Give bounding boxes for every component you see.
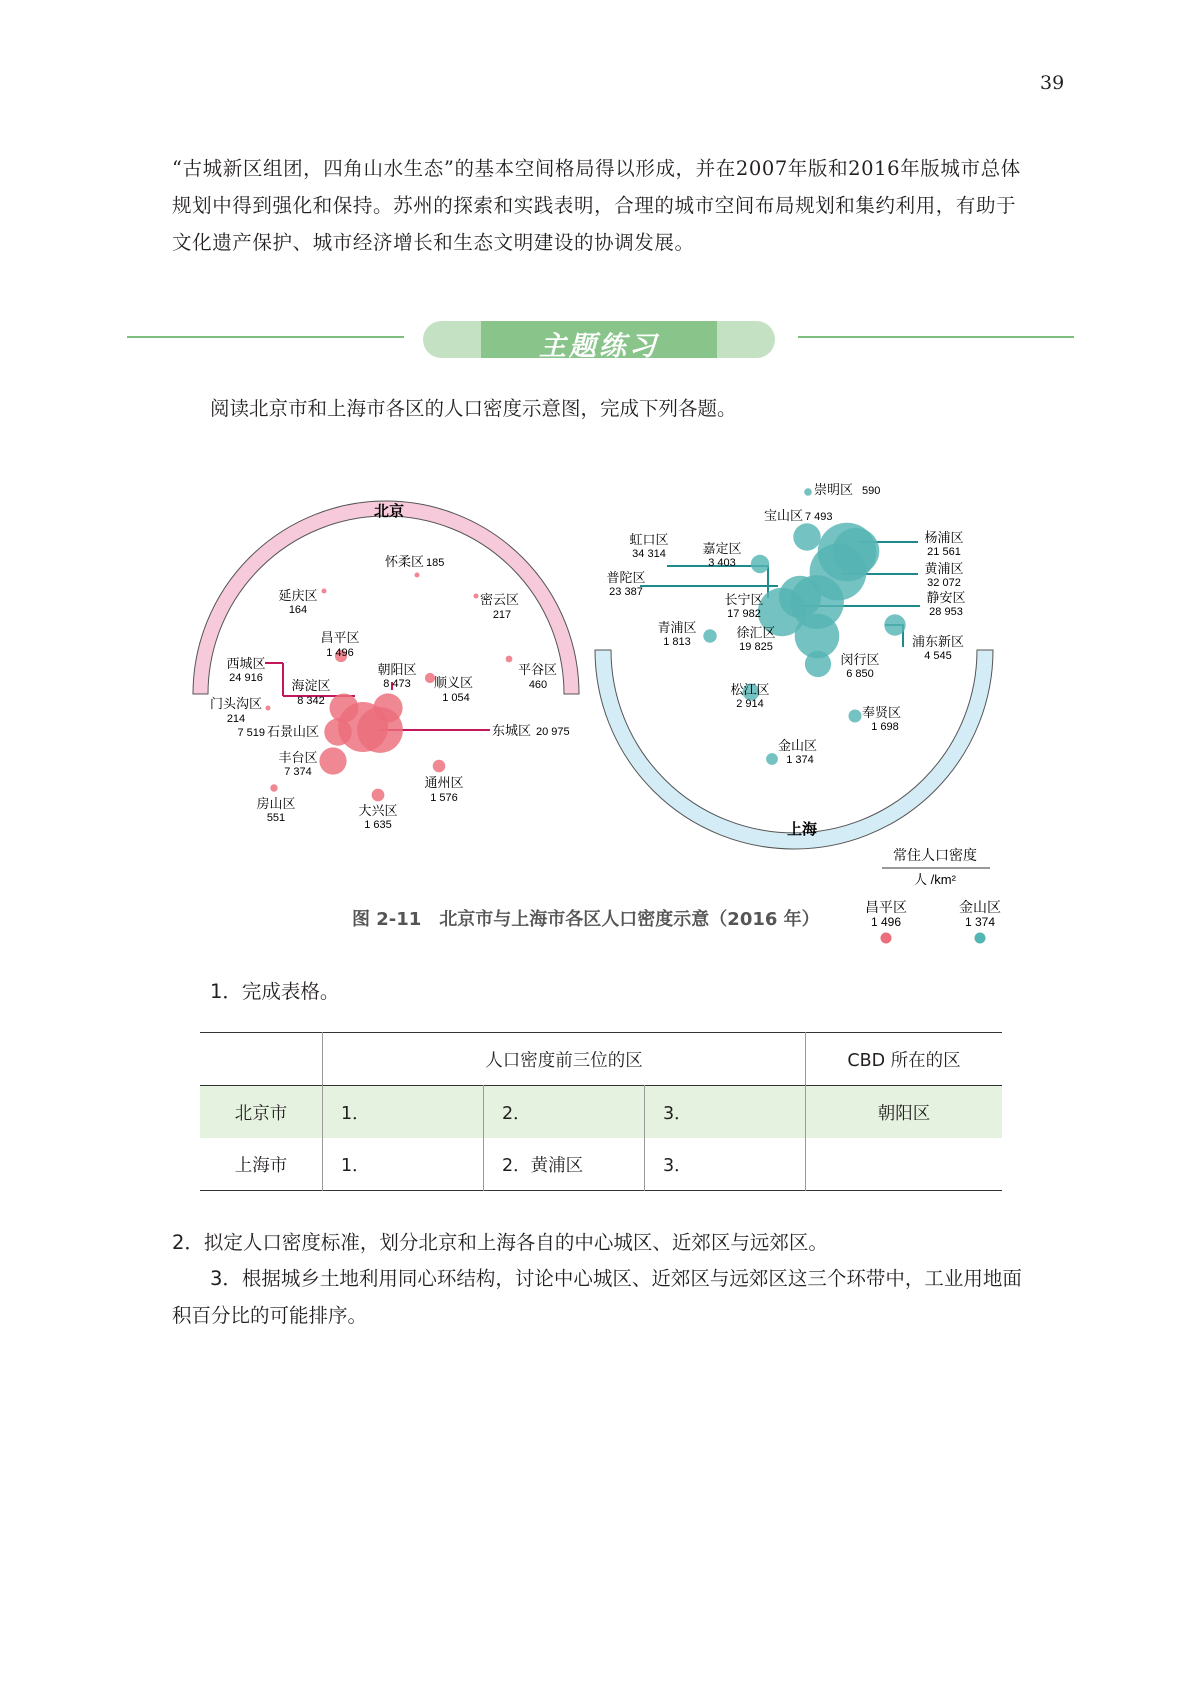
shanghai-district-label: 长宁区 xyxy=(724,592,764,607)
shanghai-district-label: 崇明区 xyxy=(814,482,854,497)
district-bubble xyxy=(884,614,905,635)
district-bubble xyxy=(319,747,346,774)
shanghai-district-value: 7 493 xyxy=(805,511,833,523)
legend-beijing-value: 1 496 xyxy=(870,915,902,929)
figure-caption: 图 2-11 北京市与上海市各区人口密度示意（2016 年） xyxy=(352,909,820,930)
beijing-district-label: 西城区 xyxy=(226,656,266,671)
banner-right-line xyxy=(798,336,1074,338)
header-empty-cell xyxy=(200,1033,323,1086)
beijing-district-value: 164 xyxy=(288,604,308,616)
table-row xyxy=(200,1086,1002,1139)
shanghai-district-label: 静安区 xyxy=(926,590,966,605)
header-density: 人口密度前三位的区 xyxy=(323,1033,806,1086)
population-density-figure xyxy=(0,460,1190,960)
shanghai-district-value: 1 698 xyxy=(871,721,899,733)
district-bubble xyxy=(372,789,385,802)
legend-shanghai-dot xyxy=(975,933,986,944)
question-1: 1．完成表格。 xyxy=(210,980,340,1003)
shanghai-district-value: 32 072 xyxy=(927,577,961,589)
beijing-district-label: 平谷区 xyxy=(518,662,558,677)
beijing-district-label: 怀柔区 xyxy=(384,554,424,569)
banner-left-line xyxy=(127,336,404,338)
rank-cell[interactable]: 2． xyxy=(484,1086,645,1139)
section-banner xyxy=(423,321,775,362)
district-bubble xyxy=(433,760,446,773)
cbd-cell[interactable] xyxy=(806,1138,1003,1191)
legend-unit: 人 /km² xyxy=(914,872,956,887)
header-cbd: CBD 所在的区 xyxy=(847,1050,961,1071)
answer-table xyxy=(200,1032,1002,1191)
shanghai-district-value: 4 545 xyxy=(924,650,952,662)
shanghai-district-value: 590 xyxy=(862,485,881,497)
beijing-district-label: 海淀区 xyxy=(291,678,331,693)
shanghai-district-value: 28 953 xyxy=(929,606,963,618)
shanghai-district-value: 34 314 xyxy=(632,548,666,560)
beijing-district-value: 24 916 xyxy=(229,672,263,684)
beijing-ring-label: 北京 xyxy=(373,503,405,520)
shanghai-district-label: 闵行区 xyxy=(840,652,880,667)
row-city: 北京市 xyxy=(200,1086,323,1139)
rank-cell[interactable]: 3． xyxy=(645,1086,806,1139)
beijing-district-value: 1 635 xyxy=(364,819,392,831)
beijing-district-label: 昌平区 xyxy=(320,630,360,645)
beijing-district-value: 8 473 xyxy=(383,678,411,690)
beijing-district-label: 朝阳区 xyxy=(377,662,417,677)
shanghai-district-label: 徐汇区 xyxy=(736,625,776,640)
beijing-district-label: 东城区 xyxy=(492,723,532,738)
beijing-district-value: 20 975 xyxy=(536,726,570,738)
district-bubble xyxy=(703,629,716,642)
legend-beijing-name: 昌平区 xyxy=(865,899,907,915)
shanghai-ring-label: 上海 xyxy=(786,821,818,838)
shanghai-district-value: 6 850 xyxy=(846,668,874,680)
beijing-district-label: 石景山区 xyxy=(267,724,320,739)
beijing-district-value: 1 496 xyxy=(326,647,354,659)
beijing-district-value: 551 xyxy=(266,812,286,824)
rank-cell[interactable]: 3． xyxy=(645,1138,806,1191)
district-bubble xyxy=(474,594,479,599)
shanghai-district-label: 金山区 xyxy=(778,738,818,753)
shanghai-district-label: 浦东新区 xyxy=(911,634,965,649)
shanghai-district-label: 黄浦区 xyxy=(924,561,964,576)
beijing-district-label: 丰台区 xyxy=(278,750,318,765)
district-bubble xyxy=(506,656,513,663)
shanghai-district-value: 1 374 xyxy=(786,754,814,766)
shanghai-district-label: 杨浦区 xyxy=(924,530,964,545)
beijing-district-value: 8 342 xyxy=(297,695,325,707)
exercise-prompt: 阅读北京市和上海市各区的人口密度示意图，完成下列各题。 xyxy=(210,397,737,420)
district-bubble xyxy=(793,523,820,550)
shanghai-district-value: 21 561 xyxy=(927,546,961,558)
shanghai-district-label: 嘉定区 xyxy=(702,541,742,556)
page-number: 39 xyxy=(1040,72,1065,94)
section-title: 主题练习 xyxy=(539,331,659,362)
district-bubble xyxy=(324,718,351,745)
rank-cell[interactable]: 1． xyxy=(323,1086,484,1139)
beijing-district-value: 1 576 xyxy=(430,792,458,804)
shanghai-district-label: 宝山区 xyxy=(763,508,803,523)
district-bubble xyxy=(805,651,831,677)
cbd-cell: 朝阳区 xyxy=(877,1103,931,1124)
district-bubble xyxy=(357,707,403,753)
legend-title: 常住人口密度 xyxy=(893,847,977,863)
beijing-district-value: 7 519 xyxy=(237,727,265,739)
intro-paragraph: “古城新区组团，四角山水生态”的基本空间格局得以形成，并在2007年版和2016年版城市总体规划中得到强化和保持。苏州的探索和实践表明，合理的城市空间布局规划和集约利用，有助于文化遗产保护、城市经济增长和生态文明建设的协调发展。 xyxy=(172,157,1021,254)
shanghai-district-label: 青浦区 xyxy=(657,620,697,635)
shanghai-district-value: 17 982 xyxy=(727,608,761,620)
shanghai-district-label: 松江区 xyxy=(730,682,770,697)
district-bubble xyxy=(266,706,271,711)
district-bubble xyxy=(270,784,277,791)
district-bubble xyxy=(804,488,812,496)
shanghai-district-label: 奉贤区 xyxy=(862,705,902,720)
beijing-district-label: 门头沟区 xyxy=(209,696,263,711)
shanghai-district-value: 19 825 xyxy=(739,641,773,653)
beijing-district-label: 大兴区 xyxy=(358,803,398,818)
beijing-district-label: 延庆区 xyxy=(278,588,318,603)
beijing-district-label: 通州区 xyxy=(424,775,464,790)
row-city: 上海市 xyxy=(200,1138,323,1191)
beijing-district-value: 7 374 xyxy=(284,766,312,778)
beijing-district-value: 460 xyxy=(528,679,548,691)
shanghai-district-label: 普陀区 xyxy=(606,570,646,585)
beijing-district-label: 密云区 xyxy=(480,592,520,607)
district-bubble xyxy=(766,753,778,765)
legend-shanghai-value: 1 374 xyxy=(964,915,996,929)
shanghai-district-value: 1 813 xyxy=(663,636,691,648)
district-bubble xyxy=(415,573,420,578)
shanghai-district-value: 23 387 xyxy=(609,586,643,598)
shanghai-district-value: 2 914 xyxy=(736,698,764,710)
legend-shanghai-name: 金山区 xyxy=(959,899,1001,915)
beijing-district-label: 房山区 xyxy=(256,796,296,811)
rank-cell[interactable]: 1． xyxy=(323,1138,484,1191)
district-bubble xyxy=(322,589,327,594)
legend-beijing-dot xyxy=(881,933,892,944)
question-2: 2．拟定人口密度标准，划分北京和上海各自的中心城区、近郊区与远郊区。 xyxy=(172,1231,828,1254)
district-bubble xyxy=(330,694,359,723)
table-row xyxy=(200,1138,1002,1191)
shanghai-district-label: 虹口区 xyxy=(629,532,669,547)
rank-cell: 2．黄浦区 xyxy=(484,1138,645,1191)
beijing-district-value: 185 xyxy=(426,557,445,569)
beijing-district-value: 214 xyxy=(226,713,246,725)
district-bubble xyxy=(849,710,862,723)
question-3: 3．根据城乡土地利用同心环结构，讨论中心城区、近郊区与远郊区这三个环带中，工业用地面积百分比的可能排序。 xyxy=(172,1267,1022,1327)
beijing-district-value: 1 054 xyxy=(442,692,470,704)
shanghai-district-value: 3 403 xyxy=(708,557,736,569)
beijing-district-value: 217 xyxy=(492,609,512,621)
beijing-district-label: 顺义区 xyxy=(434,675,474,690)
district-bubble xyxy=(751,555,769,573)
